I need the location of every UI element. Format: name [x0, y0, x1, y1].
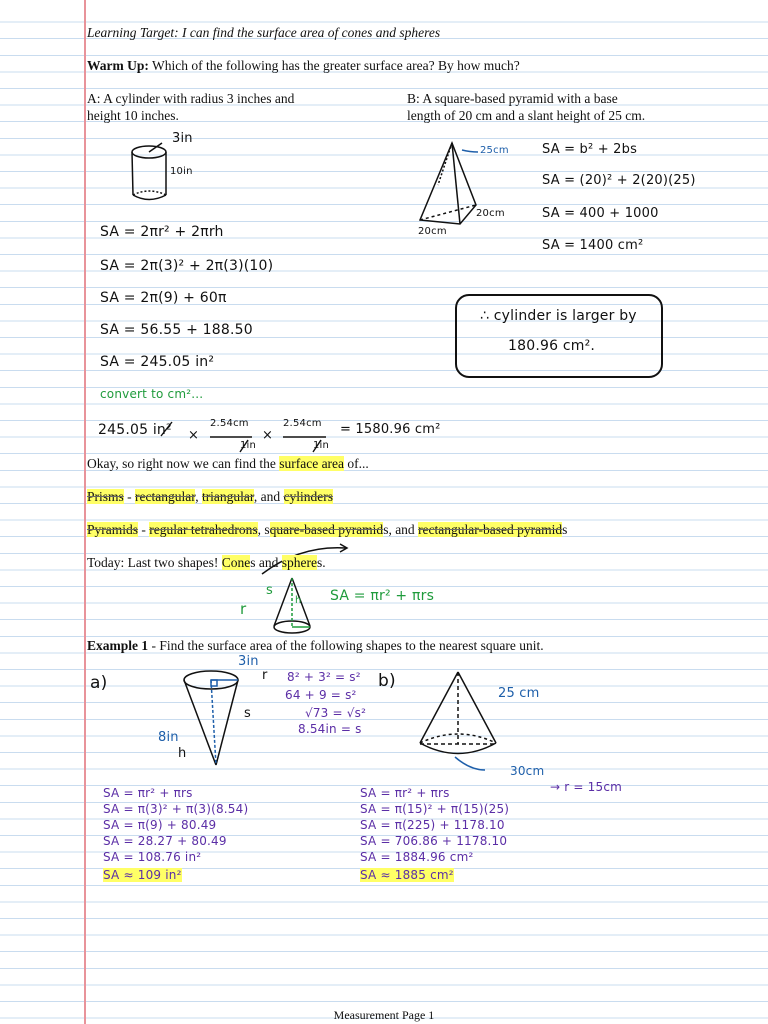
today-mid: s and	[250, 555, 282, 570]
cone-b-drawing	[420, 672, 496, 770]
cone-a-drawing	[184, 671, 238, 765]
today-end: s.	[317, 555, 326, 570]
part-a-answer: SA ≈ 109 in²	[103, 868, 182, 882]
conversion-times-1: ×	[188, 428, 200, 443]
conversion-frac2-num: 2.54cm	[283, 418, 322, 429]
prisms-line	[87, 488, 333, 505]
conversion-start: 245.05 in²	[98, 422, 172, 438]
part-b-radius-note: → r = 15cm	[550, 780, 623, 794]
sphere-highlight: sphere	[281, 555, 318, 570]
okay-before: Okay, so right now we can find the	[87, 456, 280, 471]
learning-target: Learning Target: I can find the surface area of cones and spheres	[87, 25, 441, 40]
cylinder-drawing	[132, 143, 166, 200]
pyramid-work-3: SA = 400 + 1000	[542, 206, 659, 221]
part-a-work-2: SA = π(3)² + π(3)(8.54)	[103, 802, 249, 816]
rectangular-highlight: rectangular	[135, 489, 196, 504]
triangular-highlight: triangular	[201, 489, 254, 504]
part-a-radius-value: 3in	[238, 654, 259, 669]
pyramid-base-label-1: 20cm	[476, 208, 505, 219]
part-a-pyth-4: 8.54in = s	[298, 722, 362, 736]
conversion-frac1-den: 1in	[240, 440, 257, 451]
part-a-work-4: SA = 28.27 + 80.49	[103, 834, 227, 848]
part-a-r-symbol: r	[262, 668, 268, 683]
conversion-times-2: ×	[262, 428, 274, 443]
cylinders-highlight: cylinders	[283, 489, 333, 504]
tetrahedrons-highlight: regular tetrahedrons	[149, 522, 258, 537]
s-and: s, and	[383, 522, 419, 537]
prisms-highlight: Prisms	[87, 489, 124, 504]
cone-formula: SA = πr² + πrs	[330, 588, 435, 604]
conversion-frac1-num: 2.54cm	[210, 418, 249, 429]
pyramid-work-2: SA = (20)² + 2(20)(25)	[542, 173, 696, 188]
s-end: s	[562, 522, 568, 537]
example1-line	[87, 637, 544, 654]
intro-cone-s-label: s	[266, 583, 273, 598]
pyramid-base-label-2: 20cm	[418, 226, 447, 237]
conversion-result: = 1580.96 cm²	[340, 422, 441, 437]
part-a-work-1: SA = πr² + πrs	[103, 786, 193, 800]
conclusion-line1: ∴ cylinder is larger by	[480, 308, 637, 324]
and-1: , and	[253, 489, 284, 504]
cylinder-work-2: SA = 2π(3)² + 2π(3)(10)	[100, 258, 274, 274]
part-a-height-value: 8in	[158, 730, 179, 745]
okay-after: of...	[344, 456, 369, 471]
pyramids-highlight: Pyramids	[87, 522, 139, 537]
intro-cone-h-label: h	[295, 595, 302, 606]
rectangular-based-highlight: rectangular-based pyramid	[418, 522, 563, 537]
conclusion-line2: 180.96 cm².	[508, 338, 596, 354]
part-b-work-2: SA = π(15)² + π(15)(25)	[360, 802, 510, 816]
option-a-line2: height 10 inches.	[87, 108, 179, 123]
pyramid-slant-label: 25cm	[480, 145, 509, 156]
pyramid-drawing	[420, 143, 478, 224]
cylinder-work-1: SA = 2πr² + 2πrh	[100, 224, 224, 240]
surface-area-highlight: surface area	[279, 456, 345, 471]
warm-up-label: Warm Up:	[87, 58, 149, 73]
part-a-pyth-3: √73 = √s²	[305, 706, 367, 720]
today-line	[87, 554, 326, 571]
part-a-label: a)	[90, 673, 108, 693]
option-b-line2: length of 20 cm and a slant height of 25 cm.	[407, 108, 646, 123]
page-footer: Measurement Page 1	[333, 1008, 435, 1022]
pyramid-work-4: SA = 1400 cm²	[542, 238, 644, 253]
pyramid-work-1: SA = b² + 2bs	[542, 142, 638, 157]
part-b-work-4: SA = 706.86 + 1178.10	[360, 834, 508, 848]
today-before: Today: Last two shapes!	[87, 555, 222, 570]
cylinder-work-5: SA = 245.05 in²	[100, 354, 215, 370]
example1-text: - Find the surface area of the following shapes to the nearest square unit.	[148, 638, 544, 653]
option-a-line1: A: A cylinder with radius 3 inches and	[87, 91, 295, 106]
part-b-diameter-label: 30cm	[510, 764, 545, 778]
part-a-pyth-1: 8² + 3² = s²	[287, 670, 361, 684]
pyramids-sep: -	[138, 522, 150, 537]
cylinder-height-label: 10in	[170, 166, 193, 177]
part-a-work-3: SA = π(9) + 80.49	[103, 818, 217, 832]
part-b-answer: SA ≈ 1885 cm²	[360, 868, 454, 882]
option-b-line1: B: A square-based pyramid with a base	[407, 91, 618, 106]
part-a-h-symbol: h	[178, 746, 187, 761]
intro-cone-r-label: r	[240, 600, 247, 618]
prisms-sep: -	[123, 489, 136, 504]
part-a-s-symbol: s	[244, 706, 251, 721]
cylinder-radius-label: 3in	[172, 131, 193, 146]
part-a-pyth-2: 64 + 9 = s²	[285, 688, 357, 702]
square-based-highlight: quare-based pyramid	[269, 522, 384, 537]
cylinder-work-3: SA = 2π(9) + 60π	[100, 290, 227, 306]
conversion-frac2-den: 1in	[313, 440, 330, 451]
conclusion-box	[455, 294, 663, 378]
cylinder-work-4: SA = 56.55 + 188.50	[100, 322, 253, 338]
pyramids-line	[87, 521, 567, 538]
intro-okay-line	[87, 455, 369, 472]
comma-2: , s	[257, 522, 270, 537]
example1-label: Example 1	[87, 638, 149, 653]
part-b-work-3: SA = π(225) + 1178.10	[360, 818, 505, 832]
part-b-work-1: SA = πr² + πrs	[360, 786, 450, 800]
warm-up-question: Which of the following has the greater surface area? By how much?	[152, 58, 520, 73]
convert-note: convert to cm²...	[100, 387, 204, 401]
comma-1: ,	[195, 489, 202, 504]
part-a-work-5: SA = 108.76 in²	[103, 850, 202, 864]
part-b-label: b)	[378, 671, 396, 691]
cone-highlight: Cone	[221, 555, 251, 570]
part-b-slant-label: 25 cm	[498, 686, 540, 701]
part-b-work-5: SA = 1884.96 cm²	[360, 850, 474, 864]
